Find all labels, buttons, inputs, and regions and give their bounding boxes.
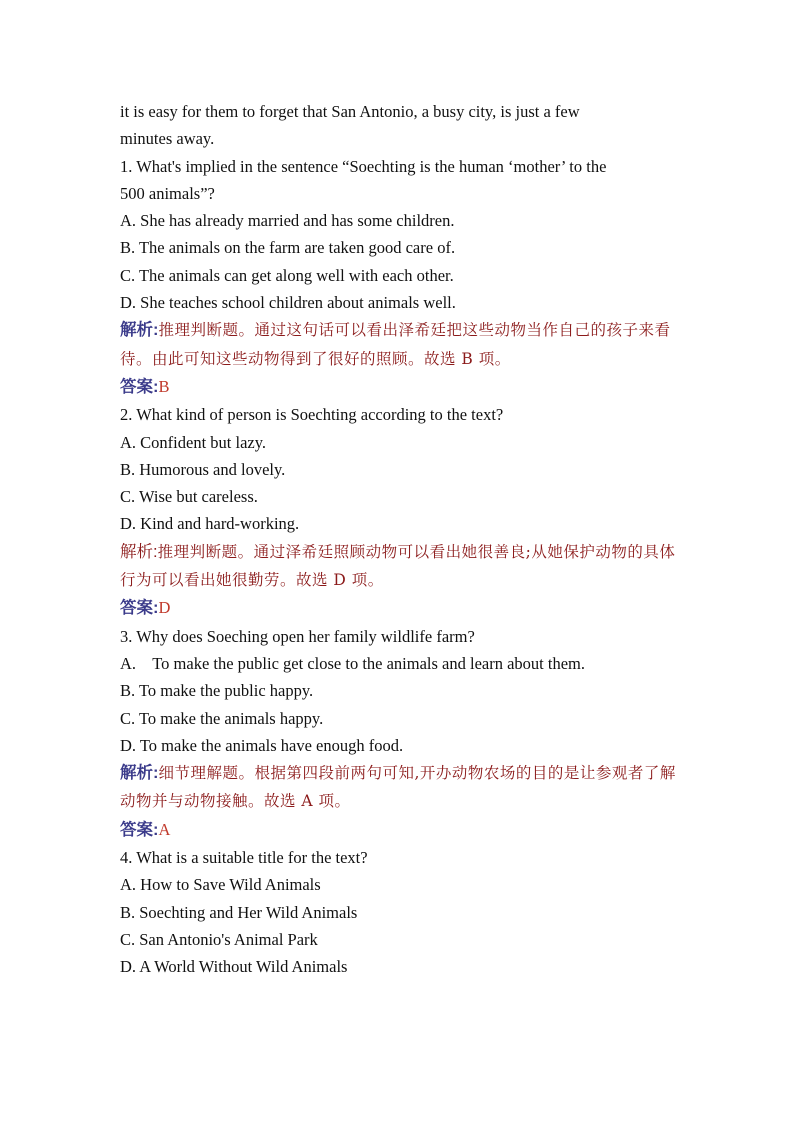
document-content bbox=[120, 98, 680, 981]
question-2-answer bbox=[120, 594, 680, 622]
answer-value: B bbox=[158, 376, 170, 396]
question-3-option-a: A. To make the public get close to the animals and learn about them. bbox=[120, 653, 585, 673]
answer-label: 答案: bbox=[120, 820, 159, 839]
question-2-option-a: A. Confident but lazy. bbox=[120, 432, 267, 452]
question-2-option-d: D. Kind and hard-working. bbox=[120, 514, 300, 534]
answer-label: 答案: bbox=[120, 377, 159, 396]
question-3-option-d: D. To make the animals have enough food. bbox=[120, 735, 404, 755]
answer-label: 答案: bbox=[120, 599, 159, 618]
intro-line-1: it is easy for them to forget that San Antonio, a busy city, is just a few bbox=[120, 102, 580, 121]
question-1-option-d: D. She teaches school children about animals well. bbox=[120, 293, 456, 313]
question-4-option-c: C. San Antonio's Animal Park bbox=[120, 929, 318, 949]
question-1-explanation bbox=[120, 316, 680, 373]
question-2-explanation bbox=[120, 538, 680, 595]
question-2-option-c: C. Wise but careless. bbox=[120, 487, 258, 507]
question-3-option-b: B. To make the public happy. bbox=[120, 681, 314, 701]
question-3-text: 3. Why does Soeching open her family wildlife farm? bbox=[120, 626, 475, 646]
question-1-option-b: B. The animals on the farm are taken good care of. bbox=[120, 238, 456, 258]
question-2-option-b: B. Humorous and lovely. bbox=[120, 459, 286, 479]
explanation-text: 推理判断题。通过这句话可以看出泽希廷把这些动物当作自己的孩子来看待。由此可知这些动物得到了很好的照顾。故选 B 项。 bbox=[120, 321, 671, 368]
question-block-4 bbox=[120, 844, 680, 980]
question-block-3 bbox=[120, 623, 680, 844]
question-4-option-b: B. Soechting and Her Wild Animals bbox=[120, 902, 358, 922]
explanation-text: 细节理解题。根据第四段前两句可知,开办动物农场的目的是让参观者了解动物并与动物接触。故选 A 项。 bbox=[120, 764, 676, 811]
explanation-label: 解析: bbox=[120, 321, 159, 340]
intro-line-2: minutes away. bbox=[120, 129, 215, 149]
question-4-option-d: D. A World Without Wild Animals bbox=[120, 957, 348, 977]
explanation-label: 解析: bbox=[120, 542, 158, 561]
question-1-option-a: A. She has already married and has some children. bbox=[120, 211, 455, 231]
question-1-answer bbox=[120, 373, 680, 401]
explanation-label: 解析: bbox=[120, 764, 159, 783]
question-1-option-c: C. The animals can get along well with each other. bbox=[120, 265, 454, 285]
answer-value: D bbox=[158, 598, 171, 618]
question-block-1 bbox=[120, 153, 680, 402]
question-2-text: 2. What kind of person is Soechting according to the text? bbox=[120, 405, 504, 425]
answer-value: A bbox=[158, 819, 171, 839]
question-block-2 bbox=[120, 401, 680, 622]
question-1-text: 1. What's implied in the sentence “Soechting is the human ‘mother’ to the bbox=[120, 156, 607, 176]
question-3-answer bbox=[120, 816, 680, 844]
question-4-text: 4. What is a suitable title for the text? bbox=[120, 848, 368, 868]
question-1-text-cont: 500 animals”? bbox=[120, 183, 215, 203]
question-4-option-a: A. How to Save Wild Animals bbox=[120, 875, 321, 895]
explanation-text: 推理判断题。通过泽希廷照顾动物可以看出她很善良;从她保护动物的具体行为可以看出她很勤劳。故选 D 项。 bbox=[120, 542, 676, 590]
question-3-explanation bbox=[120, 759, 680, 816]
question-3-option-c: C. To make the animals happy. bbox=[120, 708, 324, 728]
